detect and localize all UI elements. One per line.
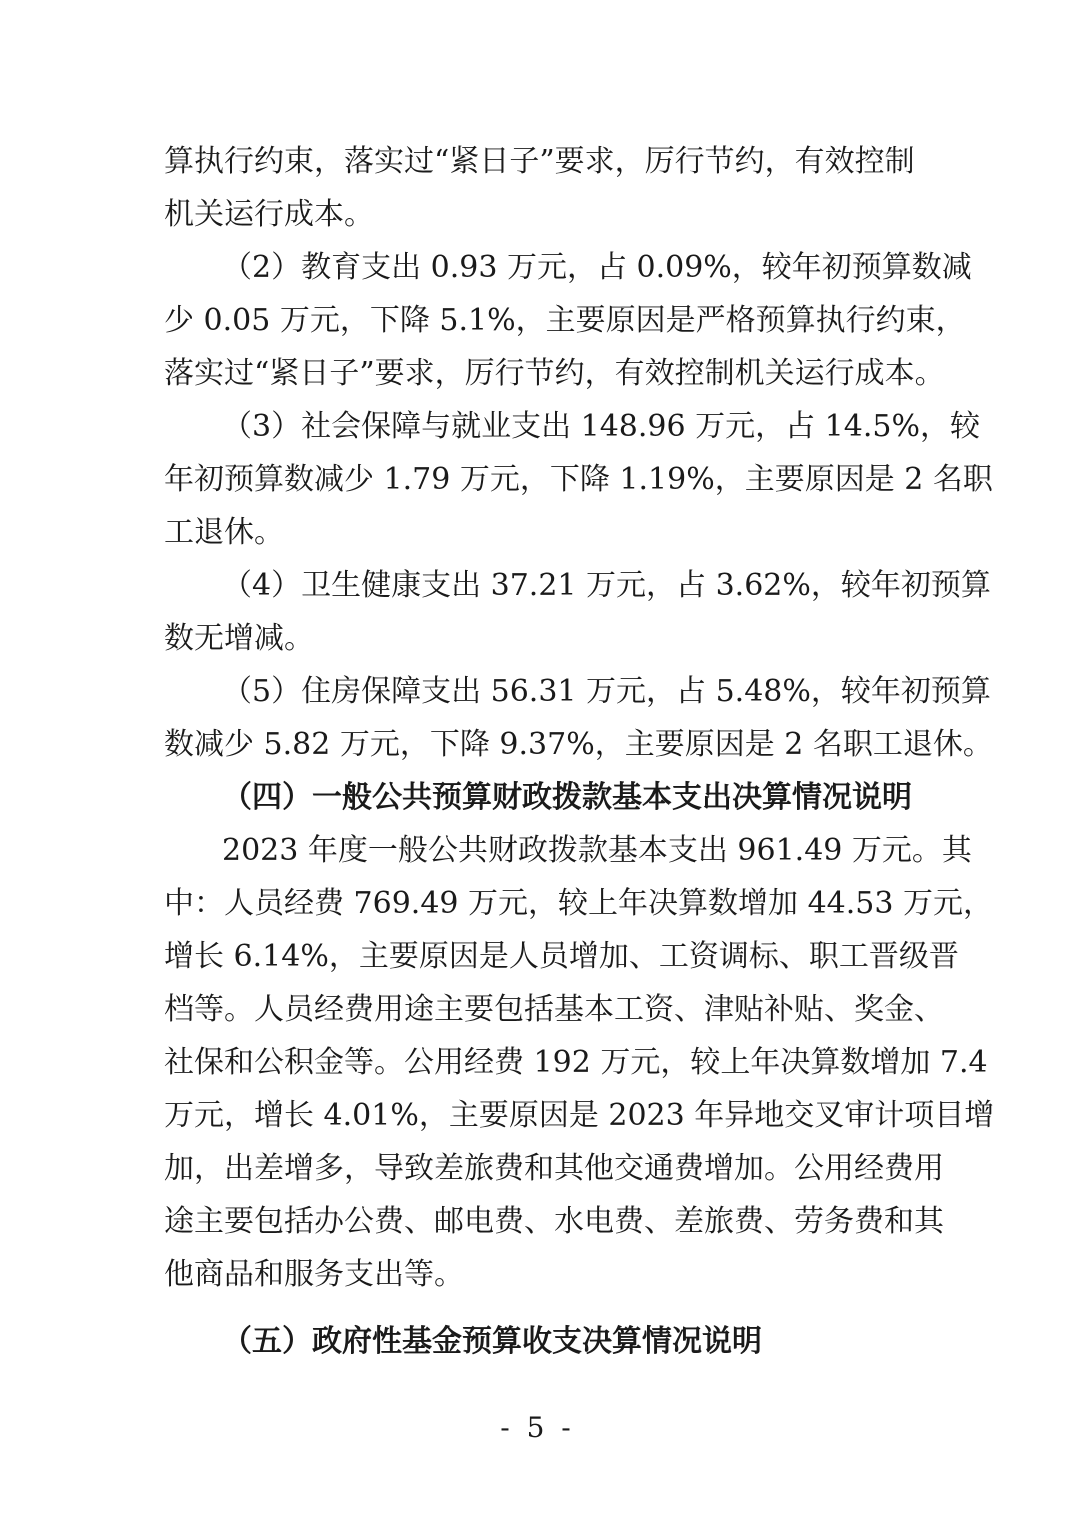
body-text-line: 少 0.05 万元，下降 5.1%，主要原因是严格预算执行约束，: [164, 303, 966, 338]
body-text-line: 加，出差增多，导致差旅费和其他交通费增加。公用经费用: [164, 1151, 944, 1186]
body-text-line: 数减少 5.82 万元，下降 9.37%，主要原因是 2 名职工退休。: [164, 727, 993, 762]
body-text-line: 工退休。: [164, 515, 284, 550]
body-text-line: 数无增减。: [164, 621, 314, 656]
section-heading-basic-expenditure: （四）一般公共预算财政拨款基本支出决算情况说明: [222, 780, 912, 815]
body-text-line: 万元，增长 4.01%，主要原因是 2023 年异地交叉审计项目增: [164, 1098, 995, 1133]
body-text-line: 算执行约束，落实过“紧日子”要求，厉行节约，有效控制: [164, 144, 915, 179]
body-text-line: 机关运行成本。: [164, 197, 374, 232]
paragraph-basic-expenditure: 2023 年度一般公共财政拨款基本支出 961.49 万元。其: [222, 833, 972, 868]
body-text-line: 途主要包括办公费、邮电费、水电费、差旅费、劳务费和其: [164, 1204, 944, 1239]
page-number: - 5 -: [500, 1411, 575, 1444]
paragraph-social-security-expense: （3）社会保障与就业支出 148.96 万元，占 14.5%，较: [222, 409, 980, 444]
section-heading-government-fund: （五）政府性基金预算收支决算情况说明: [222, 1324, 762, 1359]
body-text-line: 落实过“紧日子”要求，厉行节约，有效控制机关运行成本。: [164, 356, 945, 391]
body-text-line: 档等。人员经费用途主要包括基本工资、津贴补贴、奖金、: [164, 992, 944, 1027]
paragraph-housing-expense: （5）住房保障支出 56.31 万元，占 5.48%，较年初预算: [222, 674, 991, 709]
paragraph-health-expense: （4）卫生健康支出 37.21 万元，占 3.62%，较年初预算: [222, 568, 991, 603]
body-text-line: 社保和公积金等。公用经费 192 万元，较上年决算数增加 7.4: [164, 1045, 988, 1080]
paragraph-education-expense: （2）教育支出 0.93 万元，占 0.09%，较年初预算数减: [222, 250, 972, 285]
body-text-line: 年初预算数减少 1.79 万元，下降 1.19%，主要原因是 2 名职: [164, 462, 993, 497]
body-text-line: 增长 6.14%，主要原因是人员增加、工资调标、职工晋级晋: [164, 939, 959, 974]
body-text-line: 中：人员经费 769.49 万元，较上年决算数增加 44.53 万元，: [164, 886, 993, 921]
body-text-line: 他商品和服务支出等。: [164, 1257, 464, 1292]
